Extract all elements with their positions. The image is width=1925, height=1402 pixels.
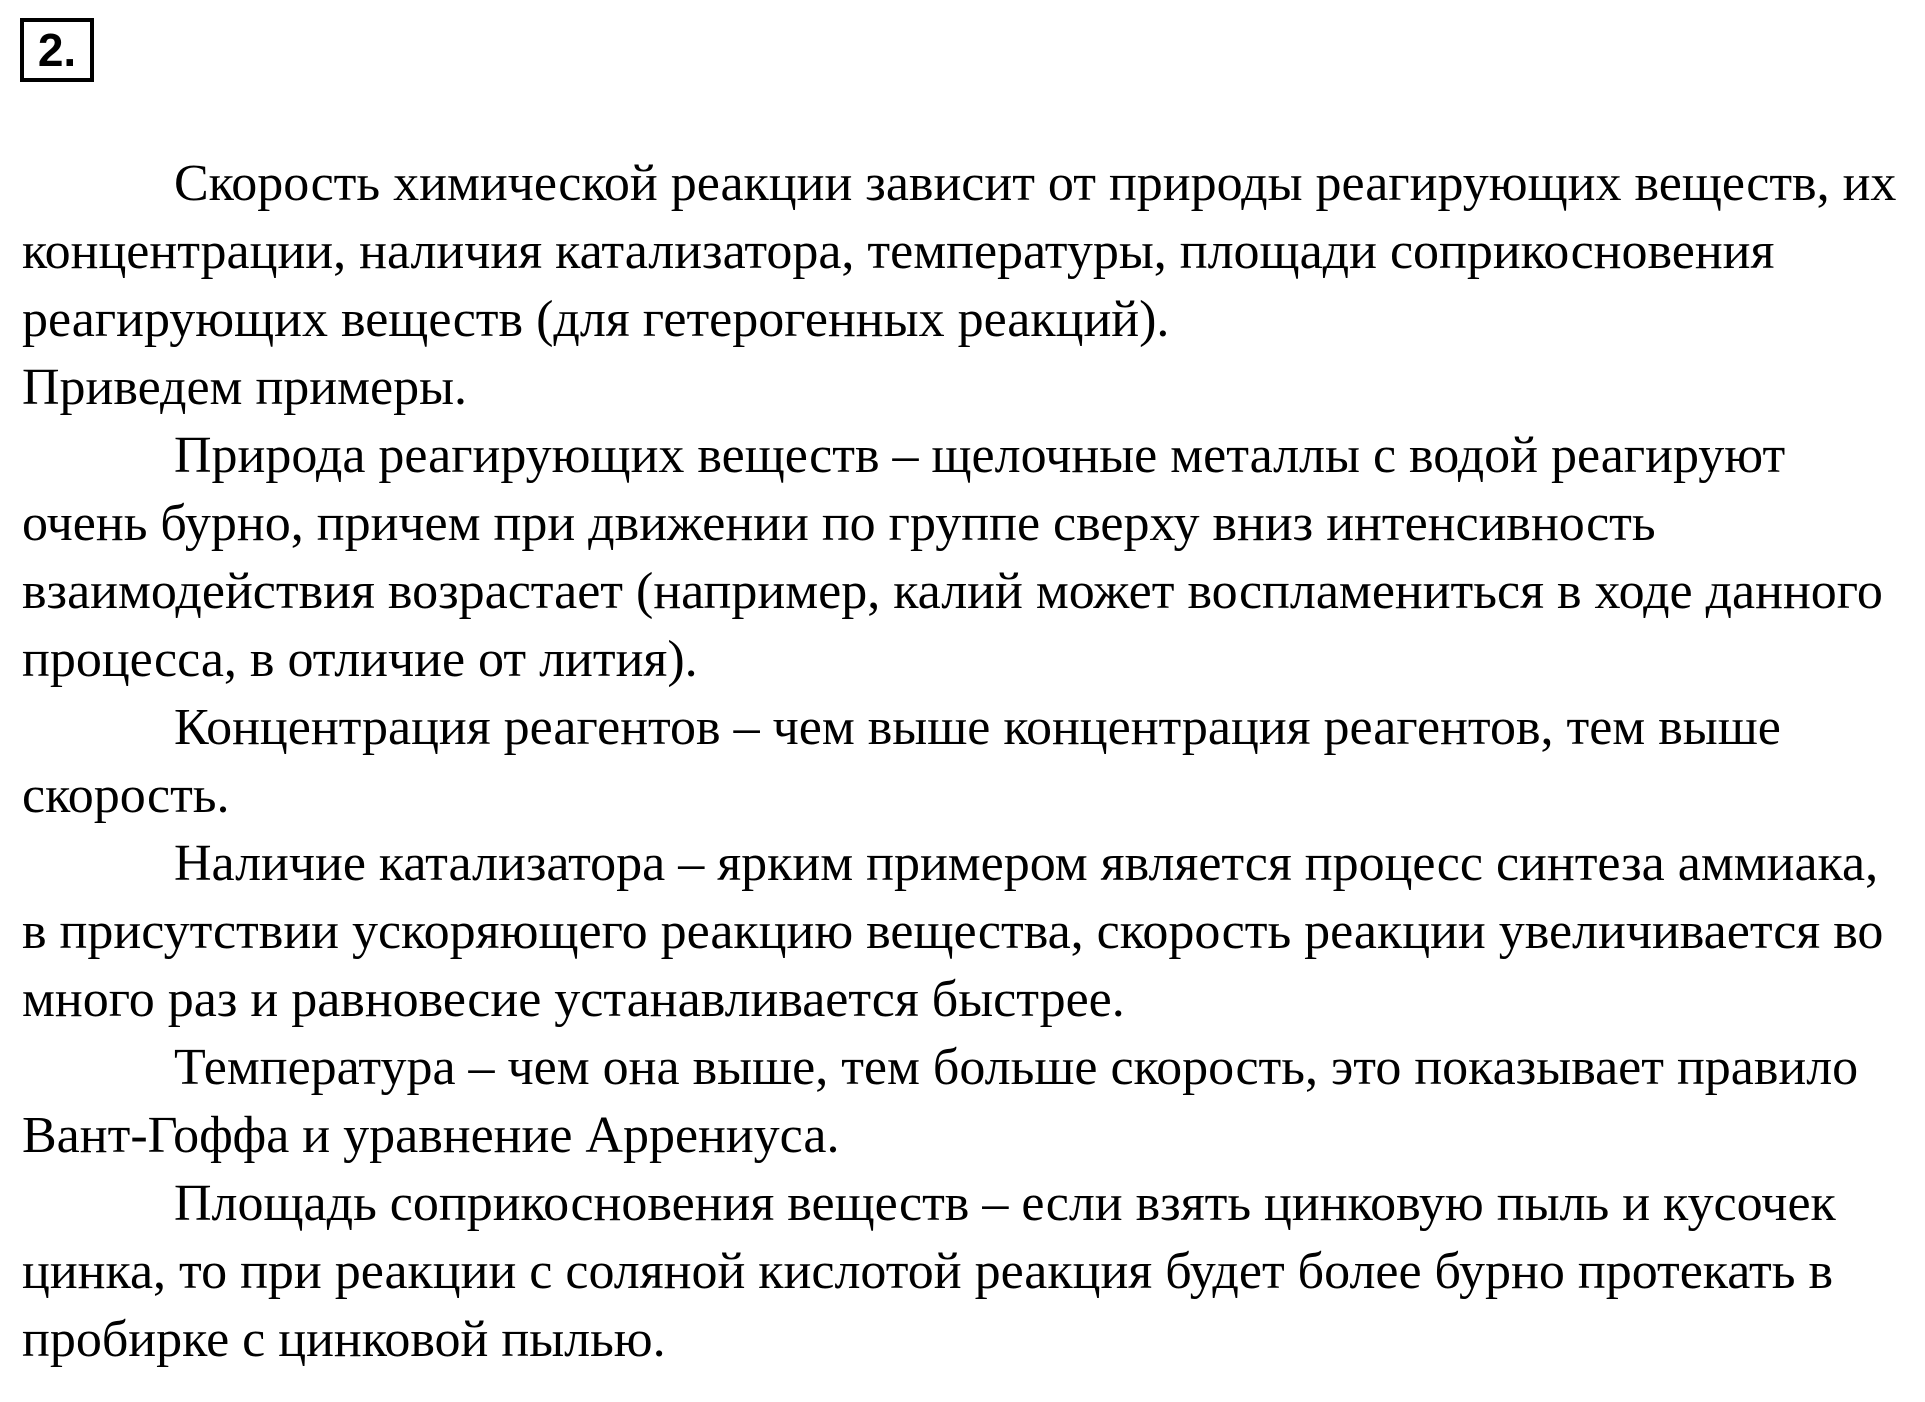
- paragraph-catalyst: Наличие катализатора – ярким примером является процесс синтеза аммиака, в присутствии ускоряющего реакцию вещества, скорость реакции увеличивается во много раз и равновесие устанавливается быстрее.: [22, 835, 1884, 1028]
- paragraph-concentration: Концентрация реагентов – чем выше концентрация реагентов, тем выше скорость.: [22, 699, 1781, 824]
- task-number: 2.: [20, 18, 94, 82]
- paragraph-contact-area: Площадь соприкосновения веществ – если взять цинковую пыль и кусочек цинка, то при реакции с соляной кислотой реакция будет более бурно протекать в пробирке с цинковой пылью.: [22, 1175, 1836, 1368]
- paragraph-intro: Скорость химической реакции зависит от природы реагирующих веществ, их концентрации, наличия катализатора, температуры, площади соприкосновения реагирующих веществ (для гетерогенных реакций).: [22, 155, 1897, 348]
- answer-text: [22, 150, 1912, 1374]
- paragraph-nature: Природа реагирующих веществ – щелочные металлы с водой реагируют очень бурно, причем при движении по группе сверху вниз интенсивность взаимодействия возрастает (например, калий может воспламениться в ходе данного процесса, в отличие от лития).: [22, 427, 1883, 688]
- paragraph-temperature: Температура – чем она выше, тем больше скорость, это показывает правило Вант-Гоффа и уравнение Аррениуса.: [22, 1039, 1859, 1164]
- paragraph-examples-lead: Приведем примеры.: [22, 359, 468, 416]
